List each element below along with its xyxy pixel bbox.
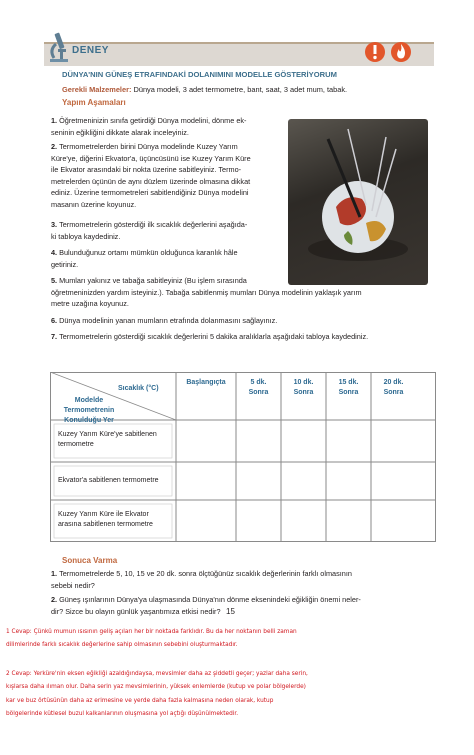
step-text: Öğretmeninizin sınıfa getirdiği Dünya modelini, dönme ek- <box>59 116 247 125</box>
col-header-15min: 15 dk. Sonra <box>338 379 359 396</box>
step-line <box>51 115 283 127</box>
question-number: 2. <box>51 595 58 604</box>
step-line <box>51 331 436 343</box>
col-header-10min: 10 dk. Sonra <box>293 379 314 396</box>
step-text: Bulunduğunuz ortamı mümkün olduğunca karanlık hâle <box>59 248 238 257</box>
step-number: 2. <box>51 142 58 151</box>
step-number: 4. <box>51 248 58 257</box>
answer-line: 2 Cevap: Yerküre'nin eksen eğikliği azaldığındaysa, mevsimler daha az şiddetli geçer; yazlar daha serin, <box>6 671 308 677</box>
col-header-5min: 5 dk. Sonra <box>248 379 269 396</box>
question-item <box>51 568 437 591</box>
step-line <box>51 315 436 327</box>
answer-line: kışlarsa daha ılıman olur. Daha serin yaz mevsimlerinin, yüksek enlemlerde (kutup ve polar bölgelerde) <box>6 684 306 691</box>
answer-paragraph <box>6 626 472 653</box>
materials-text: Dünya modeli, 3 adet termometre, bant, saat, 3 adet mum, tabak. <box>131 85 348 94</box>
page-number: 15 <box>226 607 235 616</box>
row-label-line: termometre <box>58 441 94 448</box>
warning-icons-group <box>364 39 414 65</box>
step-line: öğretmeninizden yardım isteyiniz.). Tabağa sabitlenmiş mumları Dünya modelinin yaklaşık yarım <box>51 287 362 297</box>
row-label-between <box>58 510 172 530</box>
row-label-equator <box>58 476 172 486</box>
materials-line <box>62 85 442 94</box>
globe-illustration <box>288 119 428 285</box>
answer-line: bölgelerinde kütlesel buzul kalkanlarının oluşmasına yol açtığı düşünülmektedir. <box>6 711 239 718</box>
steps-heading: Yapım Aşamaları <box>62 98 126 107</box>
step-item <box>51 247 283 270</box>
step-text: Termometrelerden birini Dünya modelinde Kuzey Yarım <box>59 142 238 151</box>
row-label-line: Kuzey Yarım Küre'ye sabitlenen <box>58 431 157 438</box>
answer-line: dilimlerinde farklı sıcaklık değerlerine sahip olmasının sebebini oluşturmaktadır. <box>6 642 238 649</box>
question-line: sebebi nedir? <box>51 580 95 590</box>
step-item <box>51 219 283 242</box>
question-line: dir? Sizce bu olayın günlük yaşantımıza etkisi nedir? <box>51 606 221 616</box>
step-line: getiriniz. <box>51 259 79 269</box>
step-line <box>51 141 283 153</box>
step-item <box>51 141 283 211</box>
temperature-table <box>50 372 436 542</box>
microscope-icon <box>46 30 72 64</box>
row-label-line: arasına sabitlenen termometre <box>58 521 153 528</box>
corner-line: Modelde <box>74 397 104 404</box>
step-line: ki tabloya kaydediniz. <box>51 231 121 241</box>
question-item <box>51 594 437 617</box>
answer-paragraph <box>6 668 472 722</box>
step-text: Mumları yakınız ve tabağa sabitleyiniz (Bu işlem sırasında <box>59 276 247 285</box>
answer-line: 1 Cevap: Çünkü mumun ısısının geliş açıları her bir noktada farklıdır. Bu da her noktanın belli zaman <box>6 629 297 635</box>
question-text: Termometrelerde 5, 10, 15 ve 20 dk. sonra ölçtüğünüz sıcaklık değerlerinin farklı olmasının <box>59 569 352 578</box>
warning-icon <box>365 42 385 62</box>
col-header-start: Başlangıçta <box>186 379 226 386</box>
materials-label: Gerekli Malzemeler: <box>62 85 132 94</box>
step-line: metre uzağına koyunuz. <box>51 299 129 309</box>
deney-label: DENEY <box>72 45 109 56</box>
fire-hazard-icon <box>391 42 411 62</box>
step-line <box>51 219 283 231</box>
step-text: Dünya modelinin yanan mumların etrafında dolanmasını sağlayınız. <box>59 316 278 325</box>
step-line: ediniz. Üzerine termometreleri sabitlendiğiniz Dünya modelini <box>51 188 249 198</box>
result-heading: Sonuca Varma <box>62 556 118 565</box>
corner-line: Termometrenin <box>63 407 115 414</box>
row-label-north <box>58 430 172 450</box>
row-label-line: Kuzey Yarım Küre ile Ekvator <box>58 511 149 518</box>
question-line <box>51 594 437 606</box>
step-text: Termometrelerin gösterdiği sıcaklık değerlerini 5 dakika aralıklarla aşağıdaki tabloya kaydediniz. <box>59 332 369 341</box>
step-line <box>51 247 283 259</box>
step-text: Termometrelerin gösterdiği ilk sıcaklık değerlerini aşağıda- <box>59 220 248 229</box>
step-number: 3. <box>51 220 58 229</box>
step-number: 5. <box>51 276 58 285</box>
step-number: 1. <box>51 116 58 125</box>
question-line <box>51 568 437 580</box>
step-number: 6. <box>51 316 58 325</box>
step-line: metrelerden üçünün de aynı düzlem üzerinde olmasına dikkat <box>51 176 251 186</box>
step-item <box>51 331 436 343</box>
corner-line: Konulduğu Yer <box>64 417 114 424</box>
step-number: 7. <box>51 332 58 341</box>
row-label-line: Ekvator'a sabitlenen termometre <box>58 477 159 484</box>
step-line: ile Ekvator arasındaki bir nokta üzerine sabitleyiniz. Termo- <box>51 165 242 175</box>
globe-photo <box>288 119 428 285</box>
step-line: Küre'ye, diğerini Ekvator'a, üçüncüsünü ise Kuzey Yarım Küre <box>51 153 251 163</box>
table-corner-temperature: Sıcaklık (°C) <box>118 385 159 392</box>
step-line: seninin eğikliğini dikkate alarak inceleyiniz. <box>51 127 189 137</box>
step-item <box>51 115 283 138</box>
step-line: masanın üzerine koyunuz. <box>51 199 137 209</box>
col-header-20min: 20 dk. Sonra <box>383 379 404 396</box>
question-number: 1. <box>51 569 58 578</box>
table-corner-location <box>56 396 122 426</box>
question-text: Güneş ışınlarının Dünya'ya ulaşmasında Dünya'nın dönme eksenindeki eğikliğin önemi neler- <box>59 595 361 604</box>
step-item <box>51 315 436 327</box>
answer-line: kar ve buz örtüsünün daha az erimesine ve yerde daha fazla kalmasına neden olarak, kutup <box>6 697 274 704</box>
page-title: DÜNYA'NIN GÜNEŞ ETRAFINDAKİ DOLANIMINI MODELLE GÖSTERİYORUM <box>62 70 337 79</box>
